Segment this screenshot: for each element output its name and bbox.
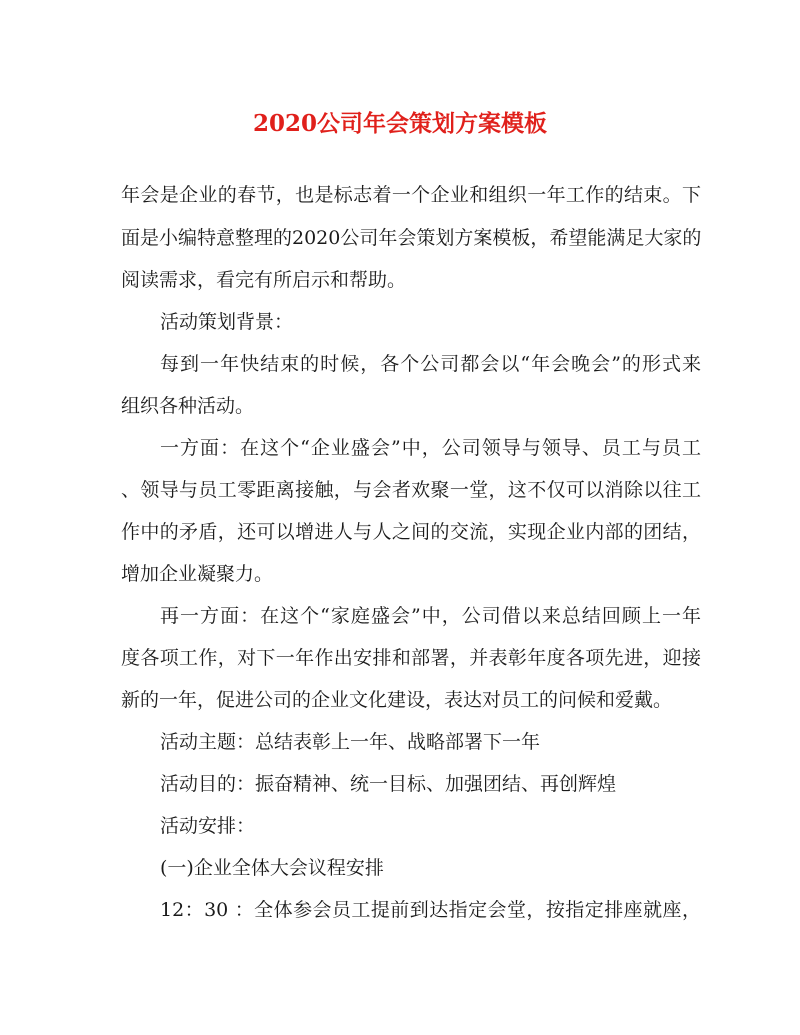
section-heading-background: 活动策划背景：: [160, 311, 294, 333]
paragraph-intro-line-1: 年会是企业的春节，也是标志着一个企业和组织一年工作的结束。下: [121, 184, 701, 206]
paragraph-aspect-one-line-4: 增加企业凝聚力。: [121, 563, 274, 585]
paragraph-aspect-one-line-1: 一方面：在这个“企业盛会”中，公司领导与领导、员工与员工: [160, 437, 701, 459]
paragraph-background-line-1: 每到一年快结束的时候，各个公司都会以“年会晚会”的形式来: [160, 353, 701, 375]
paragraph-aspect-two-line-1: 再一方面：在这个“家庭盛会”中，公司借以来总结回顾上一年: [160, 605, 701, 627]
paragraph-aspect-two-line-2: 度各项工作，对下一年作出安排和部署，并表彰年度各项先进，迎接: [121, 647, 701, 669]
activity-arrangement-heading: 活动安排：: [160, 815, 256, 837]
paragraph-intro-line-3: 阅读需求，看完有所启示和帮助。: [121, 269, 407, 291]
activity-theme: 活动主题：总结表彰上一年、战略部署下一年: [160, 731, 541, 753]
activity-purpose: 活动目的：振奋精神、统一目标、加强团结、再创辉煌: [160, 773, 617, 795]
document-title: 2020公司年会策划方案模板: [252, 110, 547, 137]
paragraph-intro-line-2: 面是小编特意整理的2020公司年会策划方案模板，希望能满足大家的: [121, 227, 702, 249]
paragraph-background-line-2: 组织各种活动。: [121, 395, 255, 417]
paragraph-aspect-two-line-3: 新的一年，促进公司的企业文化建设，表达对员工的问候和爱戴。: [121, 689, 673, 711]
paragraph-aspect-one-line-2: 、领导与员工零距离接触，与会者欢聚一堂，这不仅可以消除以往工: [121, 479, 701, 501]
paragraph-aspect-one-line-3: 作中的矛盾，还可以增进人与人之间的交流，实现企业内部的团结，: [121, 521, 701, 543]
agenda-heading: (一)企业全体大会议程安排: [160, 857, 384, 879]
agenda-item-1230: 12：30 ：全体参会员工提前到达指定会堂，按指定排座就座，: [160, 899, 701, 921]
